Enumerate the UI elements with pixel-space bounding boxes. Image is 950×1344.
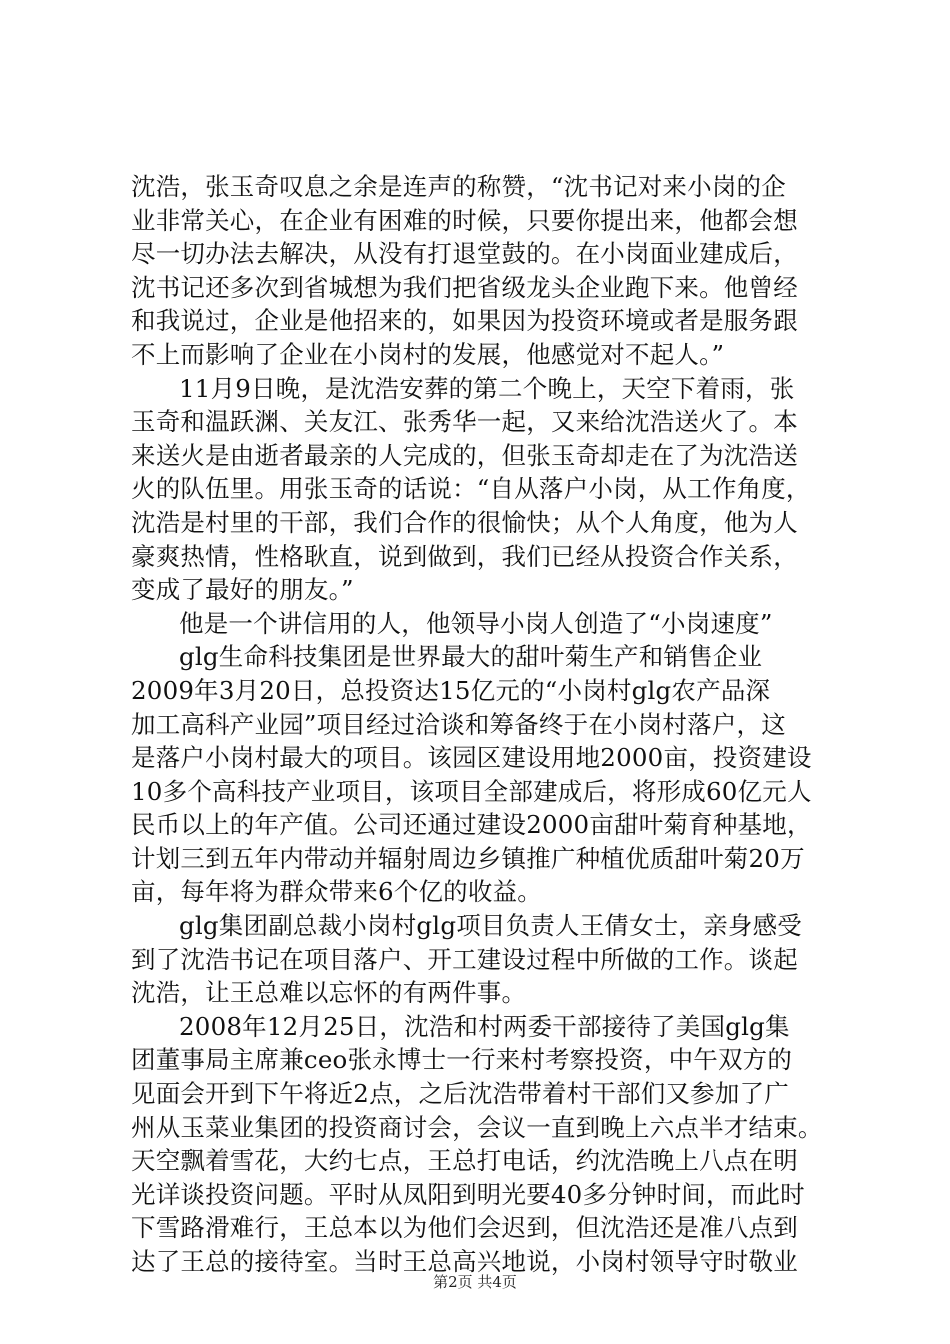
text-line: 他是一个讲信用的人，他领导小岗人创造了“小岗速度” [179,608,773,638]
text-line: glg生命科技集团是世界最大的甜叶菊生产和销售企业 [179,642,763,672]
text-line: 业非常关心，在企业有困难的时候，只要你提出来，他都会想 [131,205,798,235]
text-line: 加工高科产业园”项目经过洽谈和筹备终于在小岗村落户，这 [131,709,786,739]
text-line: 火的队伍里。用张玉奇的话说：“自从落户小岗，从工作角度， [131,474,811,504]
text-line: 11月9日晚，是沈浩安葬的第二个晚上，天空下着雨，张 [179,373,795,403]
text-line: 天空飘着雪花，大约七点，王总打电话，约沈浩晚上八点在明 [131,1146,798,1176]
text-line: 下雪路滑难行，王总本以为他们会迟到，但沈浩还是准八点到 [131,1213,798,1243]
text-line: 是落户小岗村最大的项目。该园区建设用地2000亩，投资建设 [131,743,812,773]
paragraph [131,170,843,372]
text-line: 来送火是由逝者最亲的人完成的，但张玉奇却走在了为沈浩送 [131,440,798,470]
paragraph [131,372,843,607]
text-line: 达了王总的接待室。当时王总高兴地说，小岗村领导守时敬业 [131,1247,798,1276]
text-line: 尽一切办法去解决，从没有打退堂鼓的。在小岗面业建成后， [131,239,798,269]
text-line: 民币以上的年产值。公司还通过建设2000亩甜叶菊育种基地， [131,810,812,840]
text-line: 团董事局主席兼ceo张永博士一行来村考察投资，中午双方的 [131,1045,793,1075]
text-line: 沈浩是村里的干部，我们合作的很愉快；从个人角度，他为人 [131,507,798,537]
text-line: 见面会开到下午将近2点，之后沈浩带着村干部们又参加了广 [131,1079,789,1109]
paragraph [131,1010,843,1279]
text-line: 豪爽热情，性格耿直，说到做到，我们已经从投资合作关系， [131,541,798,571]
text-line: 到了沈浩书记在项目落户、开工建设过程中所做的工作。谈起 [131,944,798,974]
text-line: 州从玉菜业集团的投资商讨会，会议一直到晚上六点半才结束。 [131,1112,823,1142]
text-line: 和我说过，企业是他招来的，如果因为投资环境或者是服务跟 [131,306,798,336]
body-text [131,170,843,1279]
text-line: 2008年12月25日，沈浩和村两委干部接待了美国glg集 [179,1011,790,1041]
text-line: 玉奇和温跃渊、关友江、张秀华一起，又来给沈浩送火了。本 [131,407,798,437]
text-line: 变成了最好的朋友。” [131,575,354,605]
text-line: 光详谈投资问题。平时从凤阳到明光要40多分钟时间，而此时 [131,1179,805,1209]
text-line: 沈浩，张玉奇叹息之余是连声的称赞，“沈书记对来小岗的企 [131,172,786,201]
text-line: 10多个高科技产业项目，该项目全部建成后，将形成60亿元人 [131,776,812,806]
text-line: 不上而影响了企业在小岗村的发展，他感觉对不起人。” [131,339,725,369]
text-line: 沈书记还多次到省城想为我们把省级龙头企业跑下来。他曾经 [131,272,798,302]
text-line: 沈浩，让王总难以忘怀的有两件事。 [131,978,527,1008]
text-line: 亩，每年将为群众带来6个亿的收益。 [131,877,542,907]
paragraph [131,607,843,641]
text-line: glg集团副总裁小岗村glg项目负责人王倩女士，亲身感受 [179,911,803,941]
page-footer: 第2页 共4页 [433,1273,517,1291]
text-line: 计划三到五年内带动并辐射周边乡镇推广种植优质甜叶菊20万 [131,843,805,873]
paragraph [131,640,843,909]
paragraph [131,909,843,1010]
text-line: 2009年3月20日，总投资达15亿元的“小岗村glg农产品深 [131,675,771,705]
